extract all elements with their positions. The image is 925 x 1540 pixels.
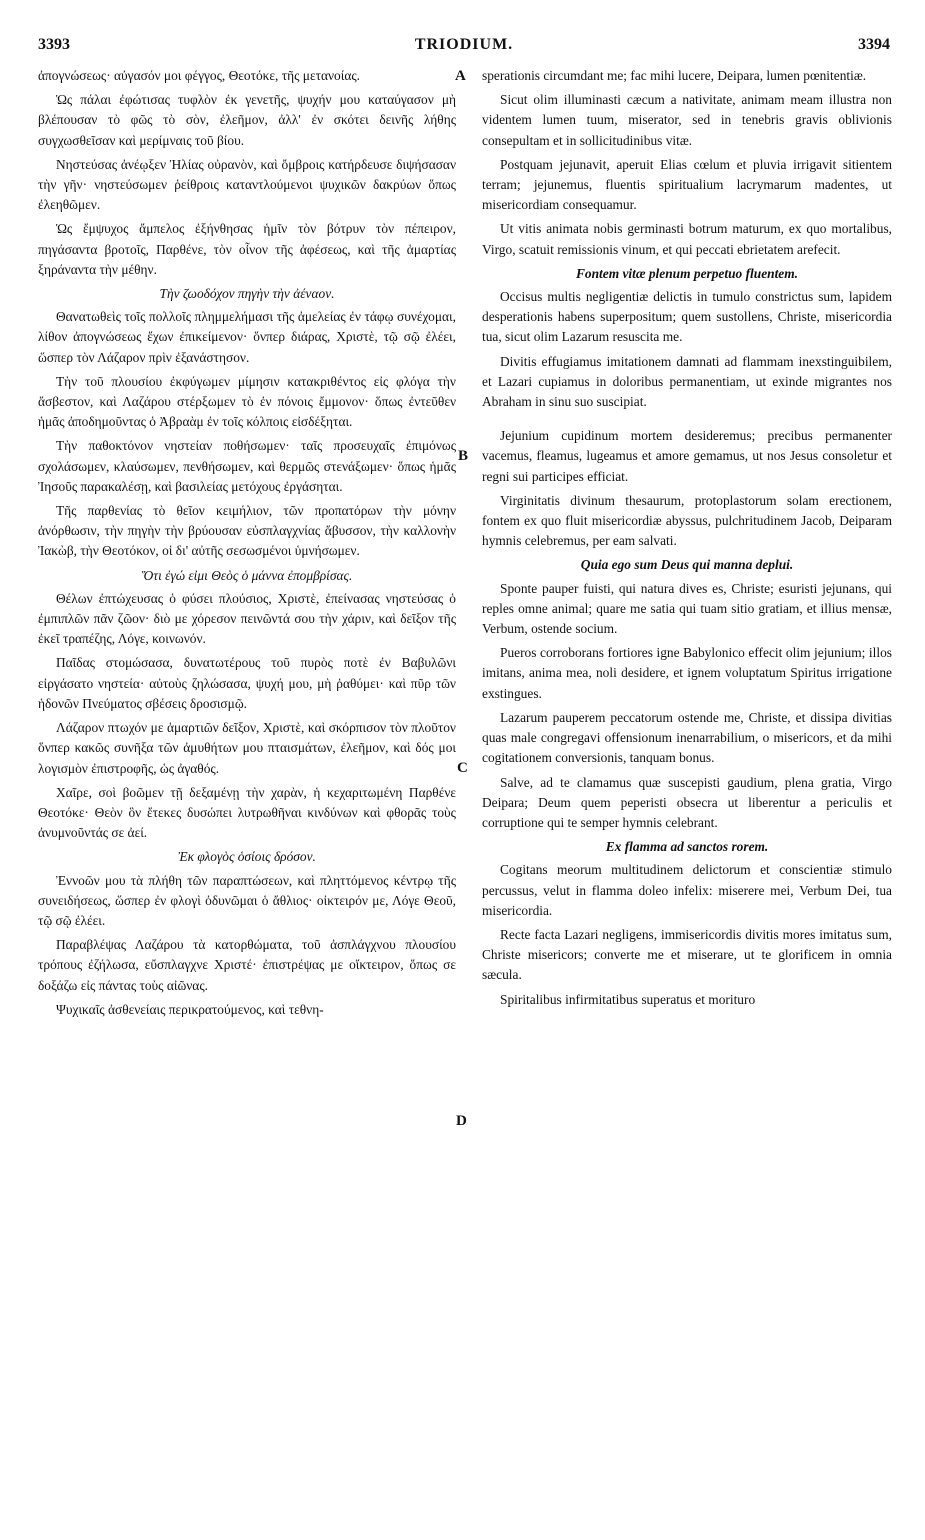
latin-paragraph: Divitis effugiamus imitationem damnati ad flammam inexstinguibilem, et Lazari cupiamus in doloribus permanentiam, ut exinde migrantes nos Abraham in sinu suo suscipiat.: [482, 353, 892, 410]
greek-paragraph: Θέλων ἐπτώχευσας ὁ φύσει πλούσιος, Χριστὲ, ἐπείνασας νηστεύσας ὁ ἐμπιπλῶν πᾶν ζῶον· διὸ με χόρεσον πεινῶντά σου τὴν χάριν, καὶ δεῖξον τῆς ἐκεῖ τραπέζης, Λόγε, κοινωνόν.: [38, 590, 456, 647]
latin-column: [482, 66, 892, 1014]
latin-paragraph: Lazarum pauperem peccatorum ostende me, Christe, et dissipa divitias quas male congregavi offensionum inenarrabilium, o misericors, et da mihi cogitationem conversionis, tanquam bonus.: [482, 709, 892, 766]
greek-paragraph: Ἐννοῶν μου τὰ πλήθη τῶν παραπτώσεων, καὶ πληττόμενος κέντρῳ τῆς συνειδήσεως, ὥσπερ ἐν φλογὶ ὀδυνῶμαι ὁ ἄθλιος· οἰκτειρόν με, Λόγε Θεοῦ, τῷ σῷ ἐλέει.: [38, 872, 456, 928]
running-title: TRIODIUM.: [414, 36, 514, 53]
greek-paragraph: Θανατωθεὶς τοῖς πολλοῖς πλημμελήμασι τῆς ἀμελείας ἐν τάφῳ συνέχομαι, λίθον ἀπογνώσεως ἔχων ἐπικείμενον· ὅνπερ διάρας, Χριστὲ, τῷ σῷ ἐλέει, ὥσπερ τὸν Λάζαρον πρὶν ἐξανάστησον.: [38, 309, 456, 365]
latin-paragraph: Jejunium cupidinum mortem desideremus; precibus permanenter vacemus, fleamus, lugeamus et amore gemamus, ut nos Jesus consoletur et regni sui participes efficiat.: [482, 428, 892, 484]
margin-marker-b: B: [458, 448, 469, 464]
latin-paragraph: Ut vitis animata nobis germinasti botrum maturum, ex quo mortalibus, Virgo, scatuit remissionis vinum, et qui peccati ebrietatem arefecit.: [482, 221, 892, 257]
greek-paragraph: Τῆς παρθενίας τὸ θεῖον κειμήλιον, τῶν προπατόρων τὴν μόνην ἀνόρθωσιν, τὴν πηγὴν τὴν βρύουσαν εὐσπλαγχνίας ἄβυσσον, τὴν καλλονὴν Ἰακὼβ, τὴν Θεοτόκον, οἱ δι' αὐτῆς σεσωσμένοι ὑμνήσωμεν.: [38, 503, 456, 559]
margin-marker-d: D: [456, 1113, 467, 1129]
greek-paragraph: Νηστεύσας ἀνέῳξεν Ἠλίας οὐρανὸν, καὶ ὄμβροις κατήρδευσε διψήσασαν τὴν γῆν· νηστεύσωμεν ῥείθροις καταντλούμενοι ψυχικῶν δακρύων ὅπως ἐλεηθῶμεν.: [38, 156, 456, 213]
latin-paragraph: Virginitatis divinum thesaurum, protoplastorum solam erectionem, fontem ex quo fluit misericordiæ abyssus, pulchritudinem Jacob, Deiparam hymnis celebremus, per eam salvati.: [482, 492, 892, 549]
greek-paragraph: ἀπογνώσεως· αὐγασόν μοι φέγγος, Θεοτόκε, τῆς μετανοίας.: [38, 68, 361, 83]
page-header: [38, 36, 890, 60]
margin-marker-a: A: [455, 68, 466, 84]
greek-heading: Ὅτι ἐγώ εἰμι Θεὸς ὁ μάννα ἐπομβρίσας.: [141, 567, 353, 583]
greek-paragraph: Τὴν τοῦ πλουσίου ἐκφύγωμεν μίμησιν κατακριθέντος εἰς φλόγα τὴν ἄσβεστον, καὶ Λαζάρου στέρξωμεν τὸ ἐν πόνοις ἔμμονον· ὅπως ἐντεῦθεν ἡμᾶς ἀποδημοῦντας ὁ Ἀβραὰμ ἐν τοῖς κόλποις εἰσδέξηται.: [38, 373, 456, 430]
latin-paragraph: Sponte pauper fuisti, qui natura dives es, Christe; esuristi jejunans, qui reples omne animal; quare me satia qui tuam sitio gratiam, et illius mensæ, Verbum, ostende socium.: [482, 580, 892, 637]
latin-paragraph: Spiritalibus infirmitatibus superatus et morituro: [500, 991, 756, 1007]
greek-paragraph: Παραβλέψας Λαζάρου τὰ κατορθώματα, τοῦ ἀσπλάγχνου πλουσίου τρόπους ἐζήλωσα, εὔσπλαγχνε Χριστέ· ἐπιστρέψας με οἴκτειρον, ὅπως σε δοξάζω εἰς πάντας τοὺς αἰῶνας.: [38, 937, 456, 993]
greek-column: [38, 66, 456, 1024]
greek-paragraph: Λάζαρον πτωχόν με ἁμαρτιῶν δεῖξον, Χριστὲ, καὶ σκόρπισον τὸν πλοῦτον ὅνπερ κακῶς συνῆξα τῶν ἀμυθήτων μου πταισμάτων, ἐλεῆμον, καὶ δός μοι λογισμὸν ἐπιστροφῆς, ὡς ἀγαθός.: [38, 720, 456, 776]
greek-paragraph: Παῖδας στομώσασα, δυνατωτέρους τοῦ πυρὸς ποτὲ ἐν Βαβυλῶνι εἰργάσατο νηστεία· αὐτοὺς ζηλώσασα, ψυχή μου, μὴ ῥαθύμει· καὶ πῦρ τῶν ἡδονῶν Πνεύματος σβέσεις δροσισμῷ.: [38, 655, 456, 711]
latin-paragraph: Cogitans meorum multitudinem delictorum et conscientiæ stimulo percussus, velut in flamma doleo infelix: miserere mei, Verbum Dei, tua misericordia.: [482, 862, 892, 918]
page-number-left: 3393: [38, 36, 70, 53]
latin-paragraph: Pueros corroborans fortiores igne Babylonico effecit olim jejunium; illos imitans, anima mea, noli desidere, et ignem voluptatum Spiritus irrigatione exstingues.: [482, 645, 892, 701]
page-number-right: 3394: [858, 36, 890, 53]
greek-heading: Ἐκ φλογὸς ὁσίοις δρόσον.: [178, 849, 316, 865]
latin-heading: Fontem vitæ plenum perpetuo fluentem.: [575, 265, 799, 281]
greek-paragraph: Τὴν παθοκτόνον νηστείαν ποθήσωμεν· ταῖς προσευχαῖς ἐπιμόνως σχολάσωμεν, κλαύσωμεν, πενθήσωμεν, καὶ θερμῶς στενάξωμεν· ὅπως ἡμᾶς Ἰησοῦς παρακαλέσῃ, καὶ βασιλείας μετόχους ἐργάσηται.: [38, 438, 456, 494]
latin-heading: Ex flamma ad sanctos rorem.: [605, 839, 769, 855]
greek-paragraph: Χαῖρε, σοὶ βοῶμεν τῇ δεξαμένῃ τὴν χαρὰν, ἡ κεχαριτωμένη Παρθένε Θεοτόκε· Θεὸν ὃν ἔτεκες δυσώπει λυτρωθῆναι κινδύνων καὶ φθορᾶς τοὺς ἀνυμνοῦντάς σε ἀεί.: [38, 784, 456, 841]
latin-paragraph: Salve, ad te clamamus quæ suscepisti gaudium, plena gratia, Virgo Deipara; Deum quem peperisti obsecra ut liberentur a periculis et corruptione qui te semper hymnis celebrant.: [482, 774, 892, 830]
latin-paragraph: sperationis circumdant me; fac mihi lucere, Deipara, lumen pœnitentiæ.: [482, 68, 867, 83]
latin-paragraph: Recte facta Lazari negligens, immisericordis divitis mores imitatus sum, Christe misericors; converte me et miserare, ut te glorificem in omnia sæcula.: [482, 926, 892, 983]
latin-paragraph: Occisus multis negligentiæ delictis in tumulo constrictus sum, lapidem desperationis habens superpositum; quem sustollens, Christe, misericordia tua, sicut olim Lazarum resuscita me.: [482, 289, 892, 345]
latin-paragraph: Postquam jejunavit, aperuit Elias cœlum et pluvia irrigavit sitientem terram; jejunemus, fluentis spiritualium lacrymarum madentes, ut misericordiam consequamur.: [482, 156, 892, 213]
greek-paragraph: Ὡς πάλαι ἐφώτισας τυφλὸν ἐκ γενετῆς, ψυχήν μου καταύγασον μὴ βλέπουσαν τὸ φῶς τὸ σὸν, ἐλεῆμον, ἀλλ' ἐν σκότει δεινῆς λήθης συγχωσθεῖσαν καὶ μερίμναις τοῦ βίου.: [38, 92, 456, 148]
greek-paragraph: Ψυχικαῖς ἀσθενείαις περικρατούμενος, καὶ τεθνη-: [56, 1001, 324, 1017]
greek-heading: Τὴν ζωοδόχον πηγὴν τὴν ἀέναον.: [159, 286, 335, 302]
latin-paragraph: Sicut olim illuminasti cæcum a nativitate, animam meam illustra non videntem lumen tuum, miserator, sed in tenebris gravis oblivionis consepultam et in sollicitudinibus vitæ.: [482, 92, 892, 148]
greek-paragraph: Ὡς ἔμψυχος ἄμπελος ἐξήνθησας ἡμῖν τὸν βότρυν τὸν πέπειρον, πηγάσαντα βροτοῖς, Παρθένε, τὸν οἶνον τῆς ἀφέσεως, καὶ τῆς ἁμαρτίας ξηράναντα τὴν μέθην.: [38, 221, 456, 277]
margin-marker-c: C: [457, 760, 468, 776]
latin-heading: Quia ego sum Deus qui manna deplui.: [580, 557, 794, 573]
